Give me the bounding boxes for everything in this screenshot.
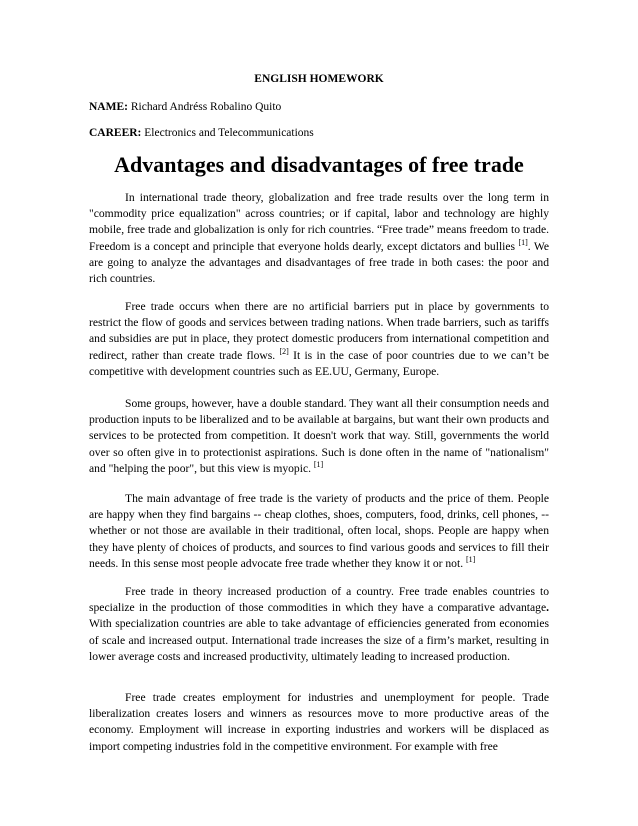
citation-ref: [1] [313,459,324,469]
paragraph-employment: Free trade creates employment for industries and unemployment for people. Trade liberalization creates losers and winners as resources move to more productive areas of the economy. Employment will increase in exporting industries and workers will be displaced as import competing industries fold in the competitive environment. For example with free [89,691,549,753]
name-label: NAME: [89,101,128,113]
paragraph-main-advantage: The main advantage of free trade is the variety of products and the price of them. People are happy when they find bargains -- cheap clothes, shoes, computers, food, drinks, cell phones, -- whether or not those are available in their traditional, often local, shops. People are happy when they have plenty of choices of products, and sources to find various goods and services to fill their needs. In this sense most people advocate free trade whether they know it or not. [1] [89,492,549,570]
paragraph-free-trade-definition: Free trade occurs when there are no artificial barriers put in place by governments to restrict the flow of goods and services between trading nations. When trade barriers, such as tariffs and subsidies are put in place, they protect domestic producers from international competition and redirect, rather than create trade flows. [2] It is in the case of poor countries due to we can’t be competitive with development countries such as EE.UU, Germany, Europe. [89,300,549,378]
citation-ref: [1] [466,554,476,564]
citation-ref: [1] [518,237,528,247]
paragraph-production: Free trade in theory increased production of a country. Free trade enables countries to specialize in the production of those commodities in which they have a comparative advantage. With specialization countries are able to take advantage of efficiencies generated from economies of scale and increased output. International trade increases the size of a firm’s market, resulting in lower average costs and increased productivity, ultimately leading to increased production. [89,585,549,663]
citation-ref: [2] [279,346,289,356]
paragraph-double-standard: Some groups, however, have a double standard. They want all their consumption needs and production inputs to be liberalized and to be available at bargains, but want their own products and services to be protected from competition. It doesn't work that way. Still, governments the world over so often give in to protectionist aspirations. Such is done often in the name of "nationalism" and "helping the poor", but this view is myopic. [1] [89,397,549,475]
student-name-line [89,100,549,114]
career-value: Electronics and Telecommunications [141,127,314,139]
homework-header: ENGLISH HOMEWORK [254,73,384,85]
document-title: Advantages and disadvantages of free trade [114,152,524,177]
name-value: Richard Andréss Robalino Quito [127,101,282,113]
career-label: CAREER: [89,127,142,139]
career-line [89,126,549,140]
paragraph-intro: In international trade theory, globalization and free trade results over the long term in "commodity price equalization" across countries; or if capital, labor and technology are highly mobile, free trade and globalization is only for rich countries. “Free trade” means freedom to trade. Freedom is a concept and principle that everyone holds dearly, except dictators and bullies [1]. We are going to analyze the advantages and disadvantages of free trade in both cases: the poor and rich countries. [89,191,550,286]
